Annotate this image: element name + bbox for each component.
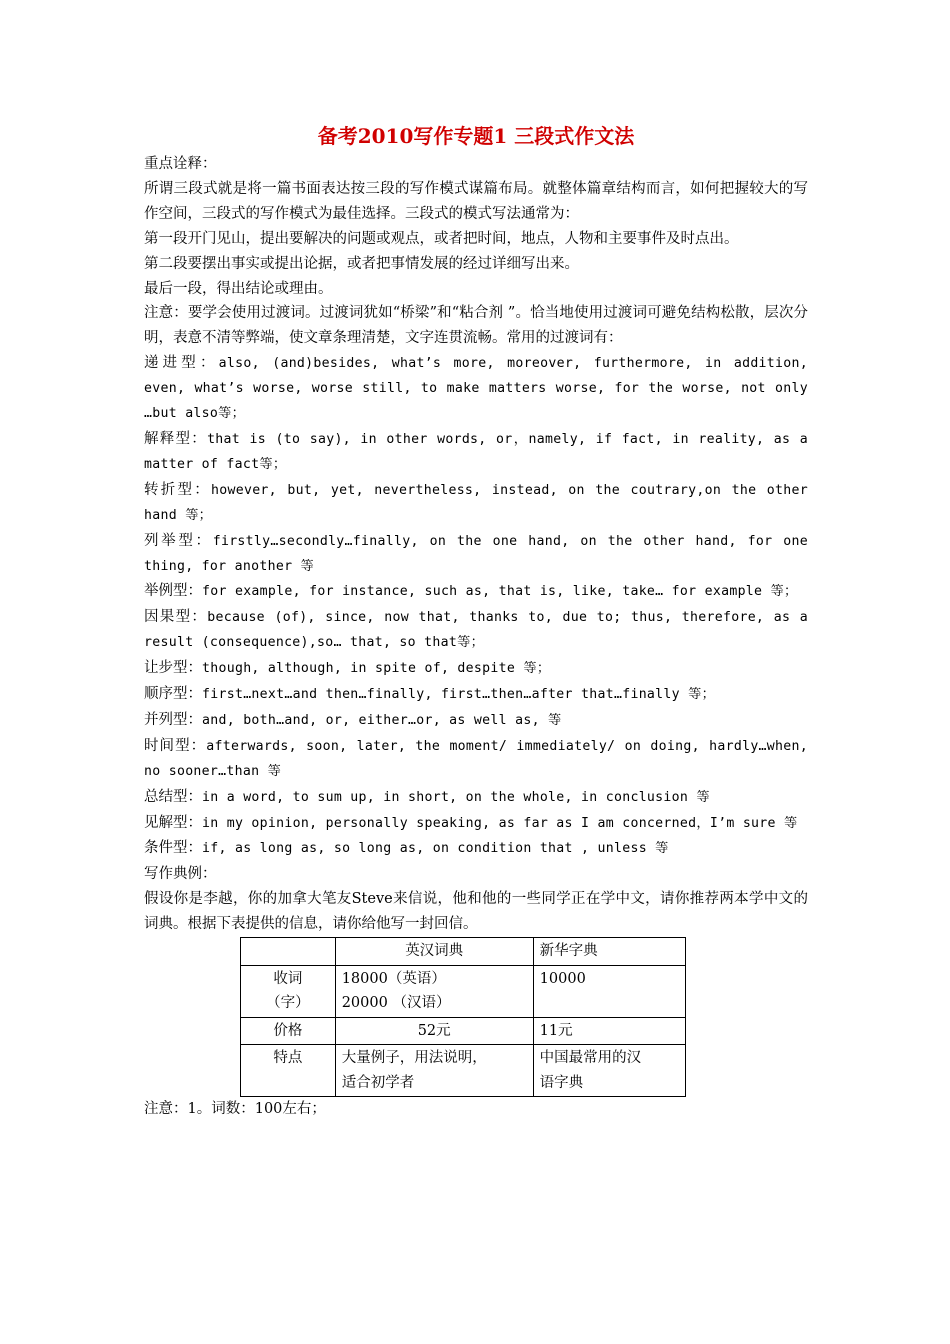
- table-header-cell: 英汉词典: [335, 938, 533, 966]
- transition-note-paragraph: 注意：要学会使用过渡词。过渡词犹如“桥梁”和“粘合剂 ”。恰当地使用过渡词可避免结构松散，层次分明，表意不清等弊端，使文章条理清楚，文字连贯流畅。常用的过渡词有：: [144, 305, 808, 347]
- example-prompt: 假设你是李越，你的加拿大笔友Steve来信说，他和他的一些同学正在学中文，请你推荐两本学中文的词典。根据下表提供的信息，请你给他写一封回信。: [144, 891, 808, 933]
- transition-item: [144, 605, 808, 656]
- cell-line: 18000（英语）: [341, 970, 446, 987]
- document-title: 备考2010写作专题1 三段式作文法: [317, 124, 635, 148]
- table-header-cell: [241, 938, 336, 966]
- transition-category: 并列型：: [144, 711, 202, 728]
- transition-words: first…next…and then…finally, first…then…after that…finally 等；: [202, 687, 716, 703]
- transition-item: [144, 656, 808, 682]
- table-row-label: 特点: [241, 1045, 336, 1097]
- cell-line: （字）: [266, 995, 310, 1012]
- transition-words: however, but, yet, nevertheless, instead, on the coutrary,on the other hand 等；: [144, 482, 808, 523]
- transition-category: 顺序型：: [144, 686, 202, 703]
- cell-line: 20000 （汉语）: [341, 995, 451, 1012]
- second-section-paragraph: 第二段要摆出事实或提出论据，或者把事情发展的经过详细写出来。: [144, 255, 579, 272]
- transition-category: 让步型：: [144, 660, 202, 677]
- transition-category: 条件型：: [144, 840, 202, 857]
- transition-category: 解释型：: [144, 430, 208, 447]
- table-row: [241, 965, 686, 1017]
- transition-category: 因果型：: [144, 609, 208, 626]
- transition-category: 时间型：: [144, 737, 207, 754]
- transition-category: 递进型：: [144, 355, 219, 372]
- example-heading: 写作典例：: [144, 866, 217, 883]
- table-cell: [335, 1045, 533, 1097]
- cell-line: 10000: [539, 970, 586, 987]
- transition-item: [144, 529, 808, 580]
- transition-category: 总结型：: [144, 788, 202, 805]
- transition-item: [144, 351, 808, 427]
- transition-words: afterwards, soon, later, the moment/ immediately/ on doing, hardly…when, no sooner…than 等: [144, 738, 808, 779]
- transition-category: 举例型：: [144, 583, 202, 600]
- transition-item: [144, 682, 808, 708]
- cell-line: 收词: [273, 970, 303, 987]
- table-cell: [533, 1045, 685, 1097]
- transition-item: [144, 836, 808, 862]
- cell-line: 适合初学者: [341, 1074, 415, 1091]
- cell-line: 中国最常用的汉: [539, 1050, 642, 1067]
- document-page: [144, 120, 808, 1122]
- last-section-paragraph: 最后一段，得出结论或理由。: [144, 280, 333, 297]
- transition-words: and, both…and, or, either…or, as well as, 等: [202, 712, 562, 728]
- transition-item: [144, 785, 808, 811]
- transition-category: 转折型：: [144, 481, 211, 498]
- transition-item: [144, 579, 808, 605]
- transition-words: firstly…secondly…finally, on the one hand, on the other hand, for one thing, for another 等: [144, 533, 809, 574]
- cell-line: 语字典: [539, 1074, 584, 1091]
- table-row: [241, 1017, 686, 1045]
- table-cell: [335, 965, 533, 1017]
- table-row-label: [241, 965, 336, 1017]
- transition-item: [144, 478, 808, 529]
- table-cell: 52元: [335, 1017, 533, 1045]
- transition-item: [144, 427, 808, 478]
- table-row-label: 价格: [241, 1017, 336, 1045]
- section-heading-key-points: 重点诠释：: [144, 156, 217, 172]
- table-cell: 11元: [533, 1017, 685, 1045]
- transition-words: in my opinion, personally speaking, as far as I am concerned，I’m sure 等: [202, 815, 798, 831]
- cell-line: 大量例子，用法说明，: [341, 1050, 487, 1067]
- transition-words: also, (and)besides, what’s more, moreover, furthermore, in addition, even, what’s worse, worse still, to make matters worse, for the worse, not only …but also等；: [144, 356, 808, 422]
- transition-category: 列举型：: [144, 532, 213, 549]
- transition-item: [144, 811, 808, 837]
- transition-category: 见解型：: [144, 814, 202, 831]
- transition-words: if, as long as, so long as, on condition that , unless 等: [202, 841, 669, 857]
- transition-words: though, although, in spite of, despite 等；: [202, 661, 551, 677]
- table-row: [241, 1045, 686, 1097]
- transition-words: in a word, to sum up, in short, on the whole, in conclusion 等: [202, 789, 710, 805]
- transition-words: that is (to say), in other words, or，namely, if fact, in reality, as a matter of fact等；: [144, 431, 809, 472]
- footer-note: 注意：1。词数：100左右；: [144, 1101, 326, 1118]
- table-header-cell: 新华字典: [533, 938, 685, 966]
- transition-item: [144, 708, 808, 734]
- transition-word-list: [144, 351, 808, 862]
- dictionary-comparison-table: [240, 937, 686, 1097]
- table-cell: [533, 965, 685, 1017]
- intro-paragraph: 所谓三段式就是将一篇书面表达按三段的写作模式谋篇布局。就整体篇章结构而言，如何把握较大的写作空间，三段式的写作模式为最佳选择。三段式的模式写法通常为：: [144, 180, 808, 222]
- table-header-row: [241, 938, 686, 966]
- transition-item: [144, 734, 808, 785]
- first-section-paragraph: 第一段开门见山，提出要解决的问题或观点，或者把时间，地点，人物和主要事件及时点出。: [144, 230, 739, 247]
- transition-words: for example, for instance, such as, that is, like, take… for example 等；: [202, 584, 798, 600]
- transition-words: because (of), since, now that, thanks to, due to; thus, therefore, as a result (consequence),so… that, so that等；: [144, 610, 808, 651]
